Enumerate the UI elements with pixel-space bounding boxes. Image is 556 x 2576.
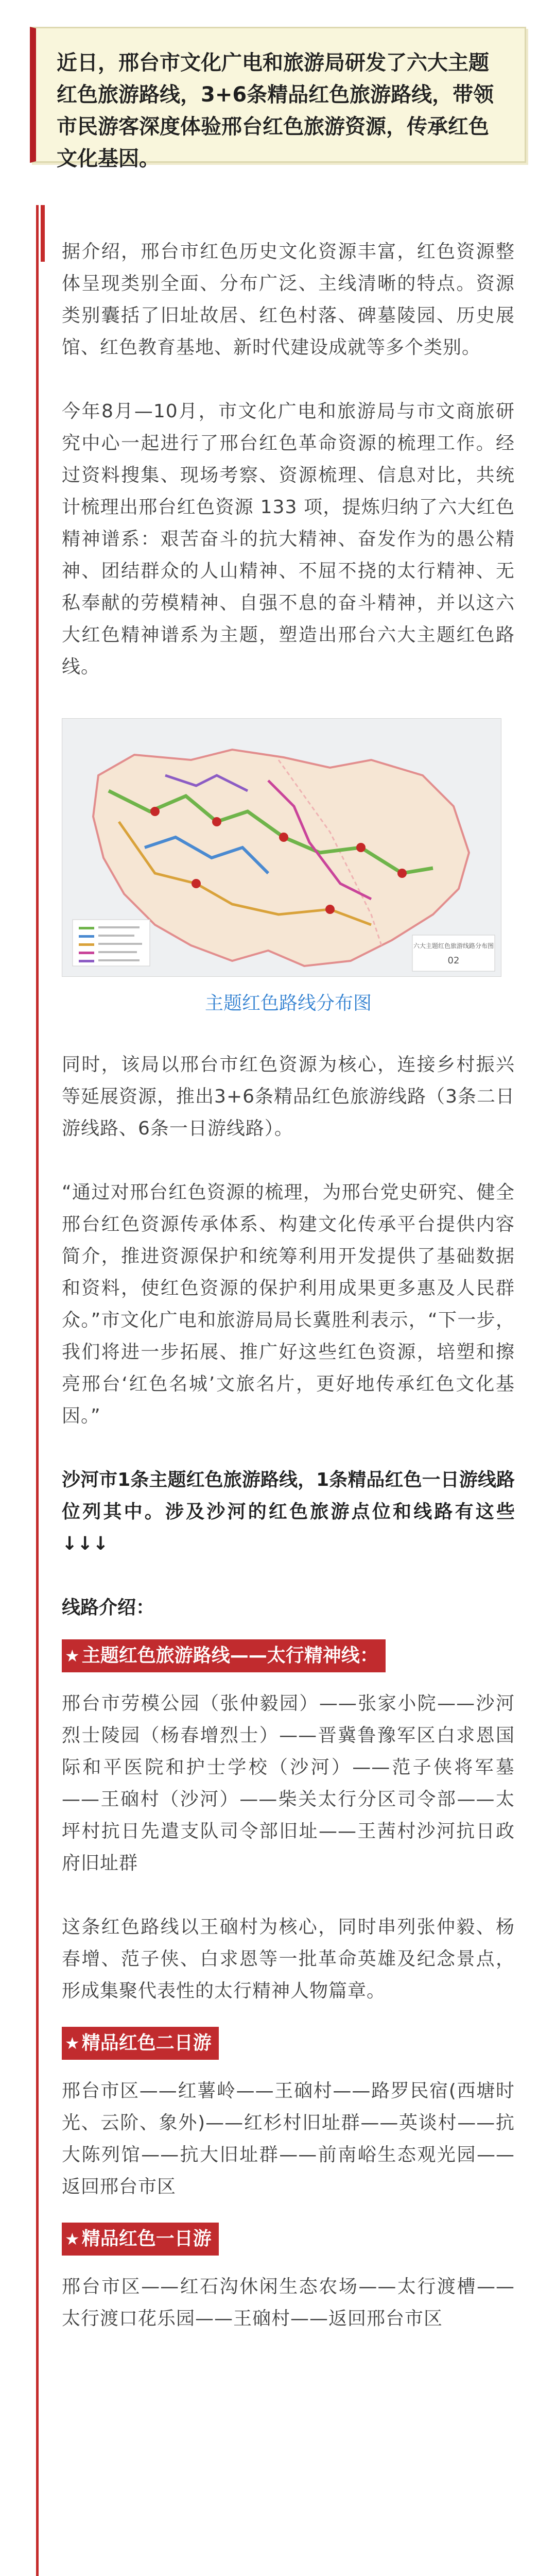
route1-path: 邢台市劳模公园（张仲毅园）——张家小院——沙河烈士陵园（杨春增烈士）——晋冀鲁豫军区白求恩国际和平医院和护士学校（沙河）——范子侠将军墓——王硇村（沙河）——柴关太行分区司令部——太坪村抗日先遣支队司令部旧址——王茜村沙河抗日政府旧址群 (62, 1693, 515, 1874)
legend-text-line-1 (98, 926, 140, 928)
legend-swatch-4 (79, 952, 94, 954)
article-body (36, 205, 520, 2576)
star-icon: ★ (65, 2033, 80, 2053)
star-icon: ★ (65, 2229, 80, 2249)
route1-tag (62, 1639, 515, 1672)
route-map-image (62, 718, 501, 977)
paragraph-launch: 同时，该局以邢台市红色资源为核心，连接乡村振兴等延展资源，推出3+6条精品红色旅游线路（3条二日游线路、6条一日游线路）。 (62, 1054, 515, 1139)
map-point-4 (397, 869, 407, 878)
legend-text-line-3 (98, 943, 142, 945)
legend-text-line-5 (98, 959, 140, 961)
map-caption: 主题红色路线分布图 (204, 993, 372, 1014)
map-point-7 (150, 807, 160, 816)
legend-text-line-2 (98, 935, 134, 937)
header-summary-box (30, 27, 526, 171)
legend-swatch-5 (79, 960, 94, 962)
route3-tag-label: 精品红色一日游 (81, 2228, 212, 2249)
map-legend-title: 六大主题红色旅游线路分布图 (413, 942, 494, 950)
paragraph-research: 今年8月—10月，市文化广电和旅游局与市文商旅研究中心一起进行了邢台红色革命资源的梳理工作。经过资料搜集、现场考察、资源梳理、信息对比，共统计梳理出邢台红色资源 133 项，提炼归纳了六大红色精神谱系：艰苦奋斗的抗大精神、奋发作为的愚公精神、团结群众的人山精神、不屈不挠的太行精神、无私奉献的劳模精神、自强不息的奋斗精神，并以这六大红色精神谱系为主题，塑造出邢台六大主题红色路线。 (62, 401, 515, 677)
map-point-6 (325, 905, 335, 914)
routes-heading: 线路介绍： (62, 1597, 155, 1618)
legend-swatch-1 (79, 927, 94, 929)
route-map-svg (62, 719, 501, 976)
legend-text-line-4 (98, 951, 137, 953)
route2-path: 邢台市区——红薯岭——王硇村——路罗民宿(西塘时光、云阶、象外)——红杉村旧址群——英谈村——抗大陈列馆——抗大旧址群——前南峪生态观光园——返回邢台市区 (62, 2080, 515, 2197)
paragraph-intro: 据介绍，邢台市红色历史文化资源丰富，红色资源整体呈现类别全面、分布广泛、主线清晰的特点。资源类别囊括了旧址故居、红色村落、碑墓陵园、历史展馆、红色教育基地、新时代建设成就等多个类别。 (62, 241, 515, 358)
route2-tag (62, 2027, 515, 2060)
route1-description: 这条红色路线以王硇村为核心，同时串列张仲毅、杨春增、范子侠、白求恩等一批革命英雄及纪念景点，形成集聚代表性的太行精神人物篇章。 (62, 1917, 515, 2002)
route3-path: 邢台市区——红石沟休闲生态农场——太行渡槽——太行渡口花乐园——王硇村——返回邢台市区 (62, 2276, 515, 2329)
legend-swatch-3 (79, 943, 94, 946)
map-point-5 (192, 879, 201, 888)
article-top-rule (41, 205, 45, 262)
route2-tag-label: 精品红色二日游 (81, 2032, 212, 2054)
map-point-1 (212, 817, 221, 826)
map-legend-number: 02 (447, 955, 460, 966)
paragraph-quote: “通过对邢台红色资源的梳理，为邢台党史研究、健全邢台红色资源传承体系、构建文化传承平台提供内容简介，推进资源保护和统筹利用开发提供了基础数据和资料，使红色资源的保护利用成果更多惠及人民群众。”市文化广电和旅游局局长冀胜利表示，“下一步，我们将进一步拓展、推广好这些红色资源，培塑和擦亮邢台‘红色名城’文旅名片，更好地传承红色文化基因。” (62, 1182, 515, 1427)
route1-tag-label: 主题红色旅游路线——太行精神线： (81, 1645, 378, 1666)
map-point-2 (279, 833, 288, 842)
shahe-lead-text: 沙河市1条主题红色旅游路线，1条精品红色一日游线路位列其中。涉及沙河的红色旅游点位和线路有这些↓↓↓ (62, 1469, 515, 1554)
route3-tag (62, 2223, 515, 2256)
header-summary-text: 近日，邢台市文化广电和旅游局研发了六大主题红色旅游路线，3+6条精品红色旅游路线，带领市民游客深度体验邢台红色旅游资源，传承红色文化基因。 (57, 51, 494, 171)
star-icon: ★ (65, 1646, 80, 1666)
legend-swatch-2 (79, 935, 94, 938)
map-point-3 (356, 843, 366, 852)
